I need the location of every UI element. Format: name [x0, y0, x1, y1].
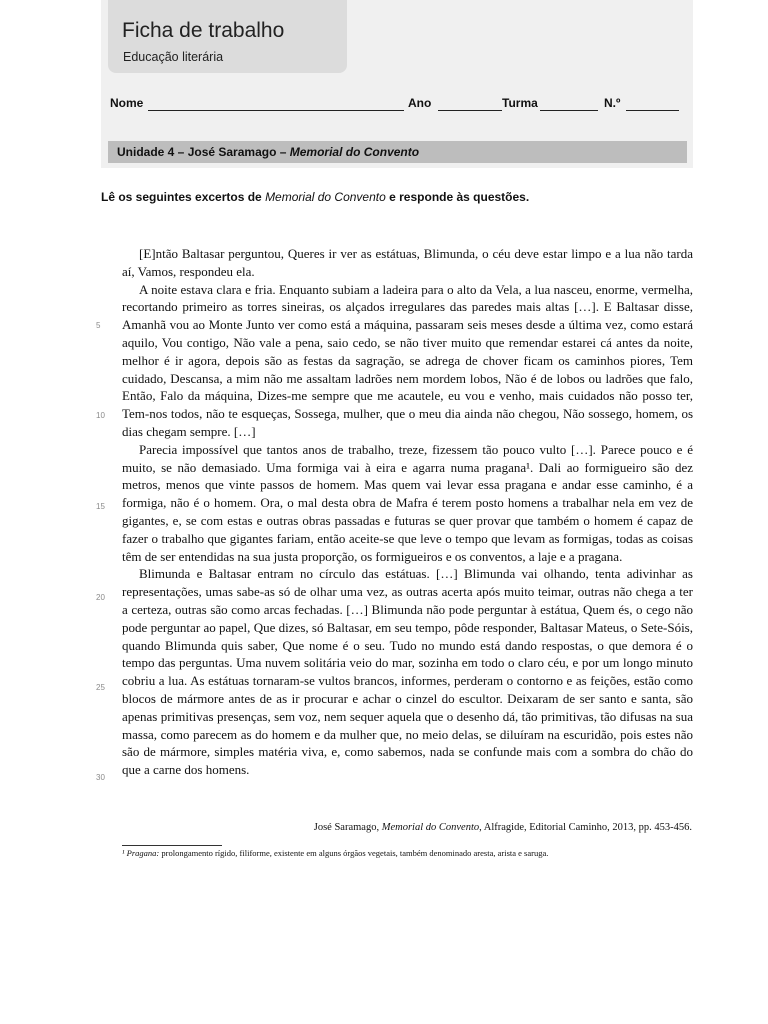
class-field[interactable]: [540, 110, 598, 111]
line-number: 20: [96, 593, 105, 602]
year-field[interactable]: [438, 110, 502, 111]
number-label: N.º: [604, 96, 621, 110]
paragraph-1: [E]ntão Baltasar perguntou, Queres ir ver as estátuas, Blimunda, o céu deve estar limpo e a lua não tarda aí, Vamos, respondeu ela.: [122, 246, 693, 279]
citation-author: José Saramago,: [313, 822, 382, 833]
line-number: 30: [96, 773, 105, 782]
footnote-term: ¹ Pragana:: [122, 848, 160, 858]
instruction: [101, 190, 529, 204]
unit-heading: [117, 145, 419, 159]
footnote-definition: prolongamento rígido, filiforme, existente em alguns órgãos vegetais, também denominado aresta, arista e saruga.: [159, 848, 549, 858]
citation-work-title: Memorial do Convento: [381, 822, 480, 833]
excerpt-text: [122, 245, 693, 779]
footnote-rule: [122, 845, 222, 846]
paragraph-4: Blimunda e Baltasar entram no círculo das estátuas. […] Blimunda vai olhando, tenta adivinhar as representações, umas sabe-as só de olhar uma vez, as outras acerta após muito teimar, outras não chega a ter a certeza, outras são como arcas fechadas. […] Blimunda não pode perguntar à estátua, Quem és, o cego não pode perguntar ao papel, Que dizes, só Baltasar, em seu tempo, pôde responder, Baltasar Mateus, o Sete-Sóis, quando Blimunda quis saber, Que nome é o seu. Tudo no mundo está dando respostas, o que demora é o tempo das perguntas. Uma nuvem solitária veio do mar, sozinha em todo o claro céu, e por um longo minuto cobriu a lua. As estátuas tornaram-se vultos brancos, informes, perderam o contorno e as feições, estão como blocos de mármore antes de as ir procurar e achar o cinzel do escultor. Deixaram de ser santo e santa, são apenas primitivas presenças, sem voz, nem sequer aquela que o desenho dá, tão primitivas, tão difusas na sua massa, como parecem as do homem e da mulher que, no meio delas, se diluíram na escuridão, pois estes não são de mármore, simples matéria viva, e, como sabemos, nada se confunde mais com a sombra do chão do que a carne dos homens.: [122, 566, 693, 778]
number-field[interactable]: [626, 110, 679, 111]
name-label: Nome: [110, 96, 144, 110]
line-number: 10: [96, 411, 105, 420]
footnote: [122, 848, 548, 858]
class-label: Turma: [502, 96, 538, 110]
line-number: 15: [96, 502, 105, 511]
unit-prefix: Unidade 4 – José Saramago –: [117, 145, 290, 159]
student-id-line: [110, 96, 690, 114]
instruction-after: e responde às questões.: [385, 190, 530, 204]
worksheet-title: Ficha de trabalho: [122, 19, 285, 42]
instruction-before: Lê os seguintes excertos de: [101, 190, 266, 204]
instruction-work-title: Memorial do Convento: [265, 190, 386, 204]
citation-publication: , Alfragide, Editorial Caminho, 2013, pp. 453-456.: [479, 822, 692, 833]
name-field[interactable]: [148, 110, 404, 111]
citation: [314, 822, 692, 833]
paragraph-2: A noite estava clara e fria. Enquanto subiam a ladeira para o alto da Vela, a lua nasceu, enorme, vermelha, recortando primeiro as torres sineiras, os alçados irregulares das paredes mais altas […]. E Baltasar disse, Amanhã vou ao Monte Junto ver como está a máquina, passaram seis meses desde a última vez, como estará aquilo, Vou contigo, Não vale a pena, saio cedo, se não tiver muito que remendar estarei cá antes da noite, melhor é ir agora, depois são as festas da sagração, se adrega de chover ficam os caminhos piores, Tem cuidado, Descansa, a mim não me assaltam ladrões nem mordem lobos, Não é de lobos ou ladrões que falo, Então, Falo da máquina, Dizes-me sempre que me acautele, eu vou e venho, mais cuidados não posso ter, Tem-nos todos, não te esqueças, Sossega, mulher, que o meu dia ainda não chegou, Não sossego, homem, os dias chegam sempre. […]: [122, 281, 693, 439]
line-number: 25: [96, 683, 105, 692]
paragraph-3: Parecia impossível que tantos anos de trabalho, treze, fizessem tão pouco vulto […]. Parece pouco e é muito, se não demasiado. Uma formiga vai à eira e agarra numa pragana¹. Dali ao formigueiro são dez metros, menos que vinte passos de homem. Mas quem vai levar essa pragana e andar esse caminho, é a formiga, não é o homem. Ora, o mal desta obra de Mafra é terem posto homens a trabalhar nela em vez de gigantes, e, se com estas e outras obras passadas e futuras se quer provar que também o homem é capaz de fazer o trabalho que gigantes fariam, então aceite-se que leve o tempo que levam as formigas, todas as coisas têm de ser entendidas na sua justa proporção, os formigueiros e os conventos, a laje e a pragana.: [122, 441, 693, 564]
line-number: 5: [96, 321, 101, 330]
year-label: Ano: [408, 96, 432, 110]
unit-work-title: Memorial do Convento: [289, 145, 420, 159]
worksheet-subtitle: Educação literária: [123, 50, 224, 64]
